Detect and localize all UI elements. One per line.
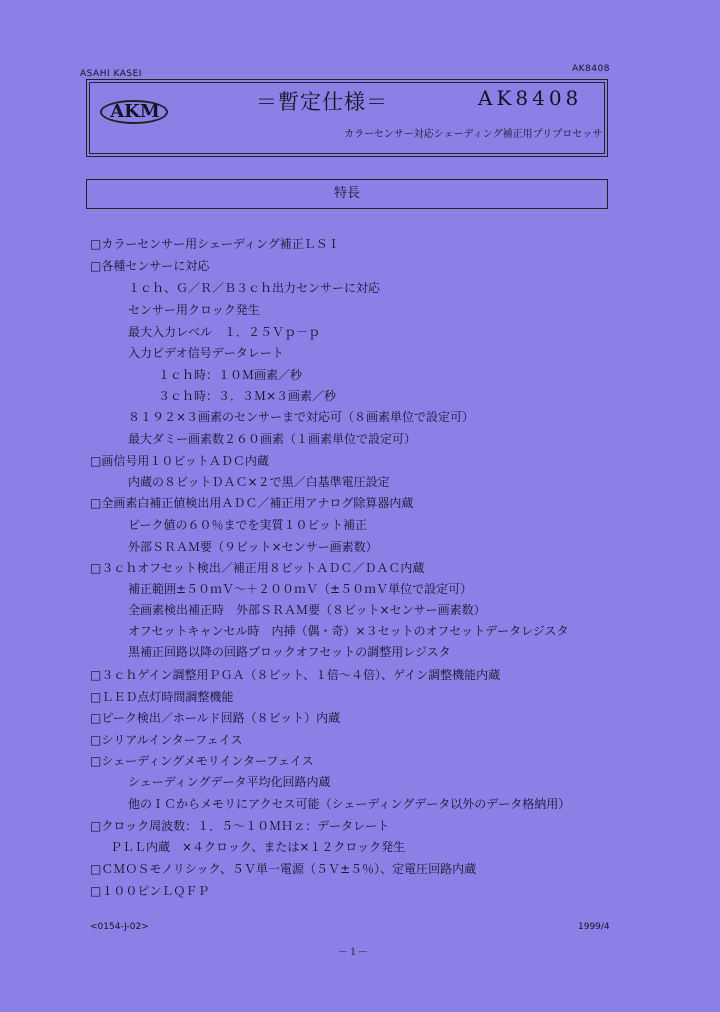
section-title: 特長 [86, 179, 608, 209]
feature-subitem: シェーディングデータ平均化回路内蔵 [128, 775, 331, 789]
feature-item: □カラーセンサー用シェーディング補正ＬＳＩ [90, 237, 340, 251]
document-date: 1999/4 [578, 922, 610, 932]
document-code: <0154-J-02> [90, 922, 149, 932]
subtitle: カラーセンサー対応シェーディング補正用プリプロセッサ [344, 129, 603, 140]
feature-subitem: 外部ＳＲＡＭ要（９ビット×センサー画素数） [128, 540, 378, 554]
page-number: －１－ [338, 947, 368, 958]
feature-item: □クロック周波数：１．５～１０ＭＨｚ：データレート [90, 819, 390, 833]
logo-text: AKM [110, 101, 160, 122]
feature-item: □各種センサーに対応 [90, 259, 210, 273]
feature-item: □１００ピンＬＱＦＰ [90, 884, 210, 898]
feature-item: □ＬＥＤ点灯時間調整機能 [90, 690, 234, 704]
feature-subitem: 内蔵の８ビットＤＡＣ×２で黒／白基準電圧設定 [128, 475, 390, 489]
feature-item: □シリアルインターフェイス [90, 733, 243, 747]
feature-subitem: 他のＩＣからメモリにアクセス可能（シェーディングデータ以外のデータ格納用） [128, 797, 571, 811]
feature-item: □ＣＭＯＳモノリシック、５Ｖ単一電源（５Ｖ±５％）、定電圧回路内蔵 [90, 862, 477, 876]
feature-subitem: 黒補正回路以降の回路ブロックオフセットの調整用レジスタ [128, 645, 451, 659]
feature-subitem: 最大ダミー画素数２６０画素（１画素単位で設定可） [128, 432, 417, 446]
company-name: ASAHI KASEI [80, 69, 142, 79]
akm-logo [100, 96, 170, 128]
feature-item: □全画素白補正値検出用ＡＤＣ／補正用アナログ除算器内蔵 [90, 496, 414, 510]
part-number: AK8408 [478, 86, 583, 110]
feature-item: □３ｃｈゲイン調整用ＰＧＡ（８ビット、１倍～４倍）、ゲイン調整機能内蔵 [90, 668, 501, 682]
feature-item: □ピーク検出／ホールド回路（８ビット）内蔵 [90, 711, 341, 725]
feature-item: □画信号用１０ビットＡＤＣ内蔵 [90, 454, 269, 468]
doc-id: AK8408 [572, 64, 610, 74]
feature-subitem: ３ｃｈ時：３．３Ｍ×３画素／秒 [158, 389, 337, 403]
feature-subitem: 最大入力レベル １．２５Ｖｐ－ｐ [128, 325, 321, 339]
feature-subitem: １ｃｈ、Ｇ／Ｒ／Ｂ３ｃｈ出力センサーに対応 [128, 281, 381, 295]
page-title: ＝暫定仕様＝ [256, 90, 388, 114]
feature-subitem: 補正範囲±５０ｍＶ～＋２００ｍＶ（±５０ｍＶ単位で設定可） [128, 582, 473, 596]
feature-subitem: １ｃｈ時：１０Ｍ画素／秒 [158, 368, 303, 382]
feature-subitem: 全画素検出補正時 外部ＳＲＡＭ要（８ビット×センサー画素数） [128, 603, 486, 617]
feature-subitem: ＰＬＬ内蔵 ×４クロック、または×１２クロック発生 [110, 840, 406, 854]
feature-subitem: 入力ビデオ信号データレート [128, 346, 284, 360]
feature-subitem: ピーク値の６０％までを実質１０ビット補正 [128, 518, 368, 532]
feature-item: □シェーディングメモリインターフェイス [90, 754, 314, 768]
feature-subitem: ８１９２×３画素のセンサーまで対応可（８画素単位で設定可） [128, 410, 475, 424]
feature-subitem: センサー用クロック発生 [128, 303, 260, 317]
feature-item: □３ｃｈオフセット検出／補正用８ビットＡＤＣ／ＤＡＣ内蔵 [90, 561, 425, 575]
feature-subitem: オフセットキャンセル時 内挿（偶・奇）×３セットのオフセットデータレジスタ [128, 624, 569, 638]
